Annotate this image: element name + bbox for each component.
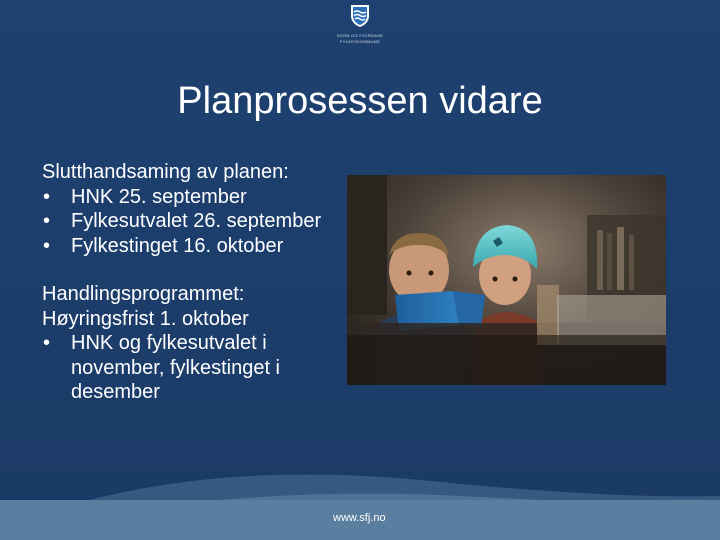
bullet-item: • Fylkesutvalet 26. september [42,209,342,234]
footer-url[interactable]: www.sfj.no [333,512,386,524]
slide-title: Planprosessen vidare [177,80,543,122]
program-heading: Handlingsprogrammet: [42,283,245,305]
photo-illustration [347,175,666,385]
bullet-item: • HNK 25. september [42,185,342,210]
program-block [42,282,342,405]
county-logo [330,4,390,48]
bullet-item: • Fylkestinget 16. oktober [42,234,342,259]
plan-heading: Slutthandsaming av planen: [42,161,289,183]
children-reading-photo [347,175,666,385]
plan-bullet-list [42,185,342,259]
shield-icon [350,4,370,28]
content-body [42,160,342,405]
program-subheading: Høyringsfrist 1. oktober [42,307,249,330]
program-bullet-list [42,331,342,405]
plan-block [42,160,342,258]
logo-text-line1: SOGN OG FJORDANE [336,33,384,38]
logo-text-line2: FYLKESKOMMUNE [339,39,381,44]
bullet-item: • HNK og fylkesutvalet i november, fylkestinget i desember [42,331,342,405]
